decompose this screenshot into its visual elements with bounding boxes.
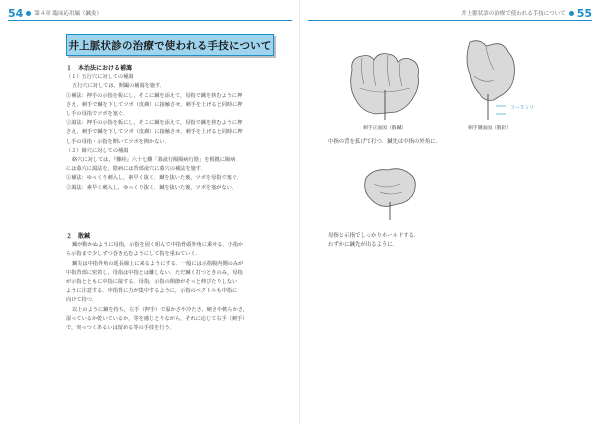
s1-line: 絡穴に対しては，『難経』六十七難「募兪行陽陽病行陰」を根拠に陽病 xyxy=(72,157,236,164)
s2-line: で，突っつくあるいは留める等の手技を行う． xyxy=(66,325,175,332)
right-chapter-title: 井上脈状診の治療で使われる手技について xyxy=(461,11,566,17)
s1-line: ②瀉法：押手の示指を板にし，そこに鍼を添えて，母指で鍼を挟むように押 xyxy=(66,120,243,127)
s1-line: には募穴に瀉法を，陰病には背部兪穴に募穴の補法を施す． xyxy=(66,166,206,173)
note-hold-line2: わずかに鍼先が出るように． xyxy=(328,242,399,248)
hand-front-illustration xyxy=(340,40,430,122)
measure-label-3-5mm: ３～５ミリ xyxy=(510,106,534,111)
right-header-rule xyxy=(308,20,592,21)
s2-line: 鍼尖は中指外角の延長線上に来るようにする．一般には示指腹内側のみが xyxy=(72,260,244,267)
left-chapter-title: 第４章 臨床応用編（鍼灸） xyxy=(34,11,103,17)
s1-line: し手の母指・示指を開いてツボを開かない． xyxy=(66,138,170,145)
figure-caption-side: 刺手側面図（散針） xyxy=(468,126,512,131)
s2-line: 以上のように鍼を持ち，左手（押手）で温かさや冷たさ，硬さや軟らかさ， xyxy=(72,306,248,313)
note-after-figures: 中指の背を拡げて打つ．鍼先は中指の外角に． xyxy=(328,139,441,145)
s2-line: 湿っているか乾いているか，等を感じとりながら，それに応じて右手（刺手） xyxy=(66,315,248,322)
hand-holding-needle-illustration xyxy=(360,162,422,222)
s2-line: ように注意する．中指背に力が集中するように，示指のベクトルも中指に xyxy=(66,288,238,295)
s1-line: さえ，刺手で鍼を下してツボ（皮膚）に接触させ，刺手を上げると同時に押 xyxy=(66,129,243,136)
header-dot-icon xyxy=(26,11,31,16)
section2-heading: ２ 散鍼 xyxy=(66,233,91,240)
section1-heading: １ 本治法における補瀉 xyxy=(66,65,133,72)
s1-line: ①補法：押手の示指を板にし，そこに鍼を添えて，母指で鍼を挟むように押 xyxy=(66,92,243,99)
left-header-rule xyxy=(8,20,292,21)
s2-line: 向けて持つ． xyxy=(66,297,97,304)
figure-caption-front: 刺手正面図（散鍼） xyxy=(363,126,407,131)
right-page-number: 55 xyxy=(576,6,592,20)
s2-line: ら示指まで少しずつ巻き込むようにして指を重ねていく． xyxy=(66,251,201,258)
right-page xyxy=(300,0,600,424)
section2 xyxy=(66,232,278,333)
s1-line: ①補法：ゆっくり刺入し，素早く抜く．鍼を抜いた後，ツボを母指で塞ぐ． xyxy=(66,175,243,182)
s1-line: し手の母指でツボを塞ぐ． xyxy=(66,111,129,118)
left-page-number: 54 xyxy=(8,6,24,20)
s2-line: 中指背部に密着し，母指は中指とは離しない．ただ鍼く打つときのみ，母指 xyxy=(66,269,243,276)
s1-line: 五行穴に対しては，開闔の補瀉を施す． xyxy=(72,83,165,90)
s1-line: （２）絡穴に対しての補瀉 xyxy=(66,147,129,154)
note-hold-line1: 母指と示指でしっかりホールドする． xyxy=(328,233,420,239)
s1-line: （１）五行穴に対しての補瀉 xyxy=(66,74,134,81)
right-header xyxy=(461,6,592,20)
section-title-banner: 井上脈状診の治療で使われる手技について xyxy=(66,34,274,56)
s1-line: さえ，刺手で鍼を下してツボ（皮膚）に接触させ，刺手を上げると同時に押 xyxy=(66,101,243,108)
s1-line: ②瀉法：素早く刺入し，ゆっくり抜く．鍼を抜いた後，ツボを塞がない． xyxy=(66,184,238,191)
s2-line: 鍼が動かぬように母指，示指を固く組んで中指骨頭外角に乗せる．小指か xyxy=(72,242,244,249)
left-header xyxy=(8,6,102,20)
section1 xyxy=(66,64,278,193)
s2-line: が示指とともに中指に接する．母指，示指の関節がそっと伸びたりしない xyxy=(66,279,238,286)
header-dot-icon xyxy=(569,11,574,16)
